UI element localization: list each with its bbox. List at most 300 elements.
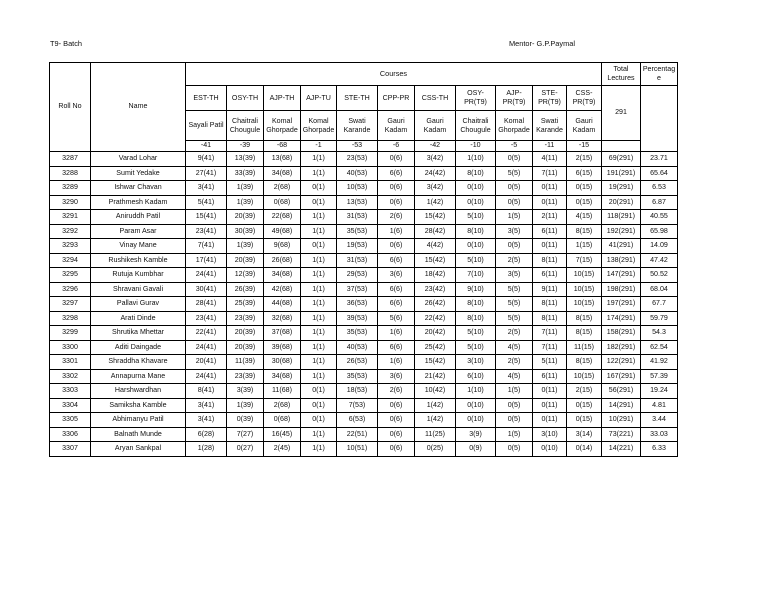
course-deficit-cell: -1	[301, 141, 337, 152]
total-cell: 138(291)	[602, 253, 641, 268]
attendance-cell: 0(1)	[301, 181, 337, 196]
student-name-cell	[91, 166, 186, 181]
attendance-cell: 0(1)	[301, 384, 337, 399]
student-name: Vinay Mane	[119, 241, 157, 250]
attendance-cell: 23(39)	[227, 311, 264, 326]
attendance-cell: 39(53)	[337, 311, 378, 326]
roll-no-cell: 3291	[50, 210, 91, 225]
attendance-cell: 10(15)	[567, 268, 602, 283]
student-name-cell	[91, 340, 186, 355]
attendance-cell: 9(68)	[264, 239, 301, 254]
attendance-cell: 3(41)	[186, 181, 227, 196]
attendance-cell: 7(11)	[533, 326, 567, 341]
total-blank-cell	[602, 141, 641, 152]
course-deficit-cell: -6	[378, 141, 415, 152]
attendance-cell: 8(41)	[186, 384, 227, 399]
attendance-cell: 0(6)	[378, 195, 415, 210]
attendance-cell: 8(10)	[456, 166, 496, 181]
course-deficit-cell: -11	[533, 141, 567, 152]
attendance-cell: 1(42)	[415, 195, 456, 210]
attendance-cell: 0(68)	[264, 413, 301, 428]
student-name-cell	[91, 224, 186, 239]
roll-no-cell: 3300	[50, 340, 91, 355]
percentage-blank-cell	[641, 86, 678, 152]
attendance-cell: 18(53)	[337, 384, 378, 399]
table-row	[50, 442, 678, 457]
attendance-cell: 8(15)	[567, 355, 602, 370]
attendance-cell: 26(42)	[415, 297, 456, 312]
attendance-cell: 0(5)	[496, 239, 533, 254]
attendance-cell: 40(53)	[337, 166, 378, 181]
attendance-cell: 11(15)	[567, 340, 602, 355]
attendance-cell: 24(42)	[415, 166, 456, 181]
attendance-cell: 5(5)	[496, 311, 533, 326]
attendance-cell: 36(53)	[337, 297, 378, 312]
attendance-table	[49, 62, 678, 457]
student-name-cell	[91, 152, 186, 167]
attendance-cell: 11(39)	[227, 355, 264, 370]
attendance-cell: 9(41)	[186, 152, 227, 167]
attendance-cell: 3(42)	[415, 181, 456, 196]
attendance-cell: 22(42)	[415, 311, 456, 326]
attendance-cell: 15(42)	[415, 355, 456, 370]
student-name-cell	[91, 442, 186, 457]
attendance-cell: 34(68)	[264, 268, 301, 283]
attendance-cell: 1(39)	[227, 239, 264, 254]
student-name: Ishwar Chavan	[114, 183, 162, 192]
table-row	[50, 311, 678, 326]
total-cell: 14(221)	[602, 442, 641, 457]
attendance-cell: 23(39)	[227, 369, 264, 384]
course-teacher-header: Sayali Patil	[186, 111, 227, 141]
roll-no-cell: 3298	[50, 311, 91, 326]
attendance-cell: 15(41)	[186, 210, 227, 225]
attendance-cell: 0(10)	[533, 442, 567, 457]
percentage-cell: 6.53	[641, 181, 678, 196]
course-code-header: AJP-TU	[301, 86, 337, 111]
student-name-cell	[91, 195, 186, 210]
student-name-cell	[91, 413, 186, 428]
attendance-cell: 1(1)	[301, 355, 337, 370]
roll-no-cell: 3305	[50, 413, 91, 428]
attendance-cell: 1(1)	[301, 311, 337, 326]
attendance-cell: 5(5)	[496, 282, 533, 297]
percentage-cell: 65.98	[641, 224, 678, 239]
table-row	[50, 282, 678, 297]
table-row	[50, 369, 678, 384]
attendance-cell: 2(68)	[264, 398, 301, 413]
attendance-cell: 17(41)	[186, 253, 227, 268]
course-code-header: AJP-TH	[264, 86, 301, 111]
percentage-cell: 6.33	[641, 442, 678, 457]
attendance-cell: 0(6)	[378, 239, 415, 254]
total-lectures-header: Total Lectures	[602, 63, 641, 86]
table-row	[50, 384, 678, 399]
attendance-cell: 10(51)	[337, 442, 378, 457]
table-row	[50, 413, 678, 428]
attendance-cell: 1(1)	[301, 326, 337, 341]
attendance-cell: 26(53)	[337, 355, 378, 370]
attendance-cell: 16(45)	[264, 427, 301, 442]
student-name: Shravani Gavali	[112, 284, 164, 293]
table-row	[50, 224, 678, 239]
attendance-cell: 3(39)	[227, 384, 264, 399]
percentage-cell: 57.39	[641, 369, 678, 384]
student-name: Aryan Sankpal	[114, 444, 162, 453]
course-deficit-cell: -68	[264, 141, 301, 152]
student-name-cell	[91, 369, 186, 384]
attendance-cell: 1(1)	[301, 152, 337, 167]
student-name: Prathmesh Kadam	[108, 197, 168, 206]
attendance-cell: 1(15)	[567, 239, 602, 254]
attendance-cell: 1(28)	[186, 442, 227, 457]
total-cell: 118(291)	[602, 210, 641, 225]
attendance-cell: 0(14)	[567, 442, 602, 457]
student-name: Aditi Daingade	[114, 342, 162, 351]
attendance-cell: 3(10)	[456, 355, 496, 370]
attendance-cell: 13(68)	[264, 152, 301, 167]
student-name-cell	[91, 181, 186, 196]
total-cell: 122(291)	[602, 355, 641, 370]
attendance-cell: 20(42)	[415, 326, 456, 341]
student-name-cell	[91, 427, 186, 442]
attendance-cell: 0(11)	[533, 239, 567, 254]
table-row	[50, 340, 678, 355]
roll-no-cell: 3295	[50, 268, 91, 283]
name-header: Name	[91, 63, 186, 152]
student-name: Rutuja Kumbhar	[112, 270, 164, 279]
attendance-cell: 2(6)	[378, 210, 415, 225]
attendance-cell: 9(11)	[533, 282, 567, 297]
attendance-cell: 2(6)	[378, 384, 415, 399]
attendance-cell: 11(68)	[264, 384, 301, 399]
attendance-cell: 1(1)	[301, 282, 337, 297]
attendance-cell: 5(10)	[456, 253, 496, 268]
percentage-cell: 4.81	[641, 398, 678, 413]
attendance-cell: 10(15)	[567, 369, 602, 384]
attendance-cell: 35(53)	[337, 326, 378, 341]
attendance-cell: 13(53)	[337, 195, 378, 210]
attendance-cell: 28(41)	[186, 297, 227, 312]
attendance-cell: 6(11)	[533, 224, 567, 239]
attendance-cell: 2(5)	[496, 326, 533, 341]
mentor-label: Mentor- G.P.Paymal	[509, 39, 575, 48]
attendance-cell: 8(11)	[533, 297, 567, 312]
attendance-cell: 23(53)	[337, 152, 378, 167]
attendance-cell: 6(6)	[378, 282, 415, 297]
attendance-cell: 0(10)	[456, 195, 496, 210]
course-code-header: AJP- PR(T9)	[496, 86, 533, 111]
attendance-cell: 40(53)	[337, 340, 378, 355]
attendance-cell: 6(11)	[533, 369, 567, 384]
attendance-cell: 1(1)	[301, 166, 337, 181]
attendance-cell: 6(11)	[533, 268, 567, 283]
total-cell: 73(221)	[602, 427, 641, 442]
attendance-cell: 1(10)	[456, 152, 496, 167]
course-teacher-header: Swati Karande	[337, 111, 378, 141]
attendance-cell: 0(5)	[496, 181, 533, 196]
attendance-cell: 1(5)	[496, 384, 533, 399]
attendance-cell: 5(10)	[456, 340, 496, 355]
percentage-cell: 54.3	[641, 326, 678, 341]
attendance-cell: 8(10)	[456, 311, 496, 326]
attendance-cell: 20(39)	[227, 253, 264, 268]
attendance-cell: 1(5)	[496, 210, 533, 225]
student-name: Annapurna Mane	[110, 371, 166, 380]
attendance-cell: 0(68)	[264, 195, 301, 210]
student-name-cell	[91, 384, 186, 399]
student-name-cell	[91, 282, 186, 297]
attendance-cell: 0(10)	[456, 398, 496, 413]
percentage-cell: 67.7	[641, 297, 678, 312]
student-name: Param Asar	[119, 226, 157, 235]
course-teacher-header: Chaitrali Chougule	[456, 111, 496, 141]
student-name-cell	[91, 326, 186, 341]
attendance-cell: 0(6)	[378, 413, 415, 428]
attendance-cell: 19(53)	[337, 239, 378, 254]
attendance-cell: 30(68)	[264, 355, 301, 370]
attendance-cell: 7(27)	[227, 427, 264, 442]
attendance-cell: 1(1)	[301, 224, 337, 239]
attendance-cell: 2(15)	[567, 384, 602, 399]
attendance-cell: 0(10)	[456, 413, 496, 428]
attendance-cell: 0(6)	[378, 181, 415, 196]
student-name: Sumit Yedake	[116, 168, 160, 177]
attendance-cell: 1(5)	[496, 427, 533, 442]
attendance-cell: 1(1)	[301, 442, 337, 457]
table-row	[50, 253, 678, 268]
attendance-cell: 24(41)	[186, 340, 227, 355]
attendance-cell: 31(53)	[337, 253, 378, 268]
attendance-cell: 37(68)	[264, 326, 301, 341]
student-name: Harshwardhan	[114, 386, 162, 395]
table-row	[50, 166, 678, 181]
total-cell: 182(291)	[602, 340, 641, 355]
course-code-header: CSS- PR(T9)	[567, 86, 602, 111]
attendance-cell: 11(25)	[415, 427, 456, 442]
attendance-cell: 8(15)	[567, 326, 602, 341]
attendance-cell: 8(11)	[533, 253, 567, 268]
attendance-cell: 1(1)	[301, 253, 337, 268]
roll-no-cell: 3299	[50, 326, 91, 341]
attendance-cell: 1(1)	[301, 210, 337, 225]
attendance-cell: 5(10)	[456, 210, 496, 225]
attendance-cell: 28(42)	[415, 224, 456, 239]
attendance-cell: 21(42)	[415, 369, 456, 384]
attendance-cell: 34(68)	[264, 166, 301, 181]
attendance-cell: 4(5)	[496, 340, 533, 355]
attendance-cell: 1(39)	[227, 398, 264, 413]
roll-no-cell: 3307	[50, 442, 91, 457]
attendance-cell: 8(11)	[533, 311, 567, 326]
table-row	[50, 297, 678, 312]
attendance-cell: 4(42)	[415, 239, 456, 254]
course-teacher-header: Gauri Kadam	[378, 111, 415, 141]
attendance-cell: 12(39)	[227, 268, 264, 283]
attendance-cell: 0(10)	[456, 181, 496, 196]
attendance-cell: 20(39)	[227, 210, 264, 225]
student-name-cell	[91, 253, 186, 268]
roll-no-cell: 3292	[50, 224, 91, 239]
attendance-cell: 6(53)	[337, 413, 378, 428]
courses-header: Courses	[186, 63, 602, 86]
attendance-cell: 6(6)	[378, 253, 415, 268]
total-cell: 56(291)	[602, 384, 641, 399]
percentage-cell: 19.24	[641, 384, 678, 399]
attendance-cell: 34(68)	[264, 369, 301, 384]
attendance-cell: 0(11)	[533, 384, 567, 399]
student-name: Arati Dinde	[120, 313, 156, 322]
course-teacher-header: Gauri Kadam	[415, 111, 456, 141]
course-teacher-header: Komal Ghorpade	[301, 111, 337, 141]
percentage-cell: 33.03	[641, 427, 678, 442]
roll-no-cell: 3304	[50, 398, 91, 413]
attendance-cell: 3(6)	[378, 369, 415, 384]
percentage-cell: 14.09	[641, 239, 678, 254]
attendance-cell: 1(1)	[301, 340, 337, 355]
percentage-cell: 62.54	[641, 340, 678, 355]
roll-no-cell: 3296	[50, 282, 91, 297]
roll-no-cell: 3289	[50, 181, 91, 196]
total-cell: 174(291)	[602, 311, 641, 326]
attendance-cell: 27(41)	[186, 166, 227, 181]
attendance-cell: 22(51)	[337, 427, 378, 442]
attendance-cell: 0(6)	[378, 398, 415, 413]
roll-no-cell: 3287	[50, 152, 91, 167]
attendance-cell: 1(42)	[415, 398, 456, 413]
attendance-cell: 2(5)	[496, 355, 533, 370]
attendance-cell: 5(41)	[186, 195, 227, 210]
course-code-header: STE- PR(T9)	[533, 86, 567, 111]
total-cell: 69(291)	[602, 152, 641, 167]
attendance-cell: 25(39)	[227, 297, 264, 312]
attendance-cell: 0(1)	[301, 239, 337, 254]
attendance-cell: 0(6)	[378, 442, 415, 457]
student-name: Balnath Munde	[114, 429, 162, 438]
attendance-cell: 7(15)	[567, 253, 602, 268]
attendance-cell: 35(53)	[337, 369, 378, 384]
student-name: Samiksha Kamble	[109, 400, 167, 409]
attendance-cell: 5(10)	[456, 326, 496, 341]
total-cell: 158(291)	[602, 326, 641, 341]
table-row	[50, 152, 678, 167]
student-name-cell	[91, 239, 186, 254]
student-name-cell	[91, 297, 186, 312]
attendance-cell: 8(10)	[456, 297, 496, 312]
attendance-cell: 20(41)	[186, 355, 227, 370]
percentage-cell: 68.04	[641, 282, 678, 297]
table-row	[50, 427, 678, 442]
attendance-cell: 0(15)	[567, 413, 602, 428]
student-name-cell	[91, 398, 186, 413]
attendance-cell: 39(68)	[264, 340, 301, 355]
course-code-header: OSY- PR(T9)	[456, 86, 496, 111]
attendance-cell: 2(5)	[496, 253, 533, 268]
attendance-cell: 26(68)	[264, 253, 301, 268]
attendance-cell: 18(42)	[415, 268, 456, 283]
percentage-cell: 23.71	[641, 152, 678, 167]
course-teacher-header: Gauri Kadam	[567, 111, 602, 141]
attendance-cell: 13(39)	[227, 152, 264, 167]
student-name: Pallavi Gurav	[116, 299, 160, 308]
table-row	[50, 398, 678, 413]
attendance-cell: 24(41)	[186, 268, 227, 283]
attendance-cell: 0(25)	[415, 442, 456, 457]
attendance-cell: 1(10)	[456, 384, 496, 399]
roll-no-cell: 3306	[50, 427, 91, 442]
attendance-cell: 9(10)	[456, 282, 496, 297]
attendance-cell: 5(11)	[533, 355, 567, 370]
attendance-cell: 0(11)	[533, 181, 567, 196]
total-cell: 167(291)	[602, 369, 641, 384]
table-row	[50, 268, 678, 283]
attendance-cell: 25(42)	[415, 340, 456, 355]
attendance-cell: 3(41)	[186, 413, 227, 428]
student-name-cell	[91, 311, 186, 326]
table-row	[50, 326, 678, 341]
roll-no-cell: 3290	[50, 195, 91, 210]
attendance-cell: 3(9)	[456, 427, 496, 442]
attendance-cell: 0(10)	[456, 239, 496, 254]
percentage-cell: 50.52	[641, 268, 678, 283]
course-teacher-header: Komal Ghorpade	[264, 111, 301, 141]
course-deficit-cell: -15	[567, 141, 602, 152]
attendance-cell: 33(39)	[227, 166, 264, 181]
roll-no-cell: 3294	[50, 253, 91, 268]
course-deficit-cell: -42	[415, 141, 456, 152]
attendance-cell: 6(15)	[567, 166, 602, 181]
attendance-cell: 6(28)	[186, 427, 227, 442]
attendance-cell: 0(27)	[227, 442, 264, 457]
table-row	[50, 355, 678, 370]
attendance-cell: 15(42)	[415, 253, 456, 268]
attendance-cell: 2(15)	[567, 152, 602, 167]
attendance-cell: 1(39)	[227, 195, 264, 210]
roll-no-cell: 3303	[50, 384, 91, 399]
batch-label: T9- Batch	[50, 39, 83, 48]
attendance-cell: 49(68)	[264, 224, 301, 239]
attendance-cell: 23(41)	[186, 311, 227, 326]
attendance-cell: 1(42)	[415, 413, 456, 428]
percentage-header: Percentag e	[641, 63, 678, 86]
attendance-cell: 0(11)	[533, 413, 567, 428]
attendance-cell: 20(39)	[227, 326, 264, 341]
attendance-cell: 0(11)	[533, 195, 567, 210]
percentage-cell: 41.92	[641, 355, 678, 370]
attendance-cell: 32(68)	[264, 311, 301, 326]
attendance-cell: 0(1)	[301, 413, 337, 428]
attendance-cell: 1(1)	[301, 369, 337, 384]
percentage-cell: 3.44	[641, 413, 678, 428]
table-row	[50, 181, 678, 196]
attendance-cell: 7(10)	[456, 268, 496, 283]
total-cell: 20(291)	[602, 195, 641, 210]
attendance-cell: 23(42)	[415, 282, 456, 297]
attendance-cell: 0(1)	[301, 398, 337, 413]
student-name: Shraddha Khavare	[108, 357, 168, 366]
total-cell: 198(291)	[602, 282, 641, 297]
course-deficit-cell: -10	[456, 141, 496, 152]
roll-no-cell: 3302	[50, 369, 91, 384]
attendance-cell: 3(41)	[186, 398, 227, 413]
attendance-cell: 6(10)	[456, 369, 496, 384]
table-row	[50, 239, 678, 254]
attendance-cell: 1(39)	[227, 181, 264, 196]
attendance-cell: 3(6)	[378, 268, 415, 283]
attendance-cell: 3(10)	[533, 427, 567, 442]
total-cell: 19(291)	[602, 181, 641, 196]
attendance-cell: 8(15)	[567, 224, 602, 239]
